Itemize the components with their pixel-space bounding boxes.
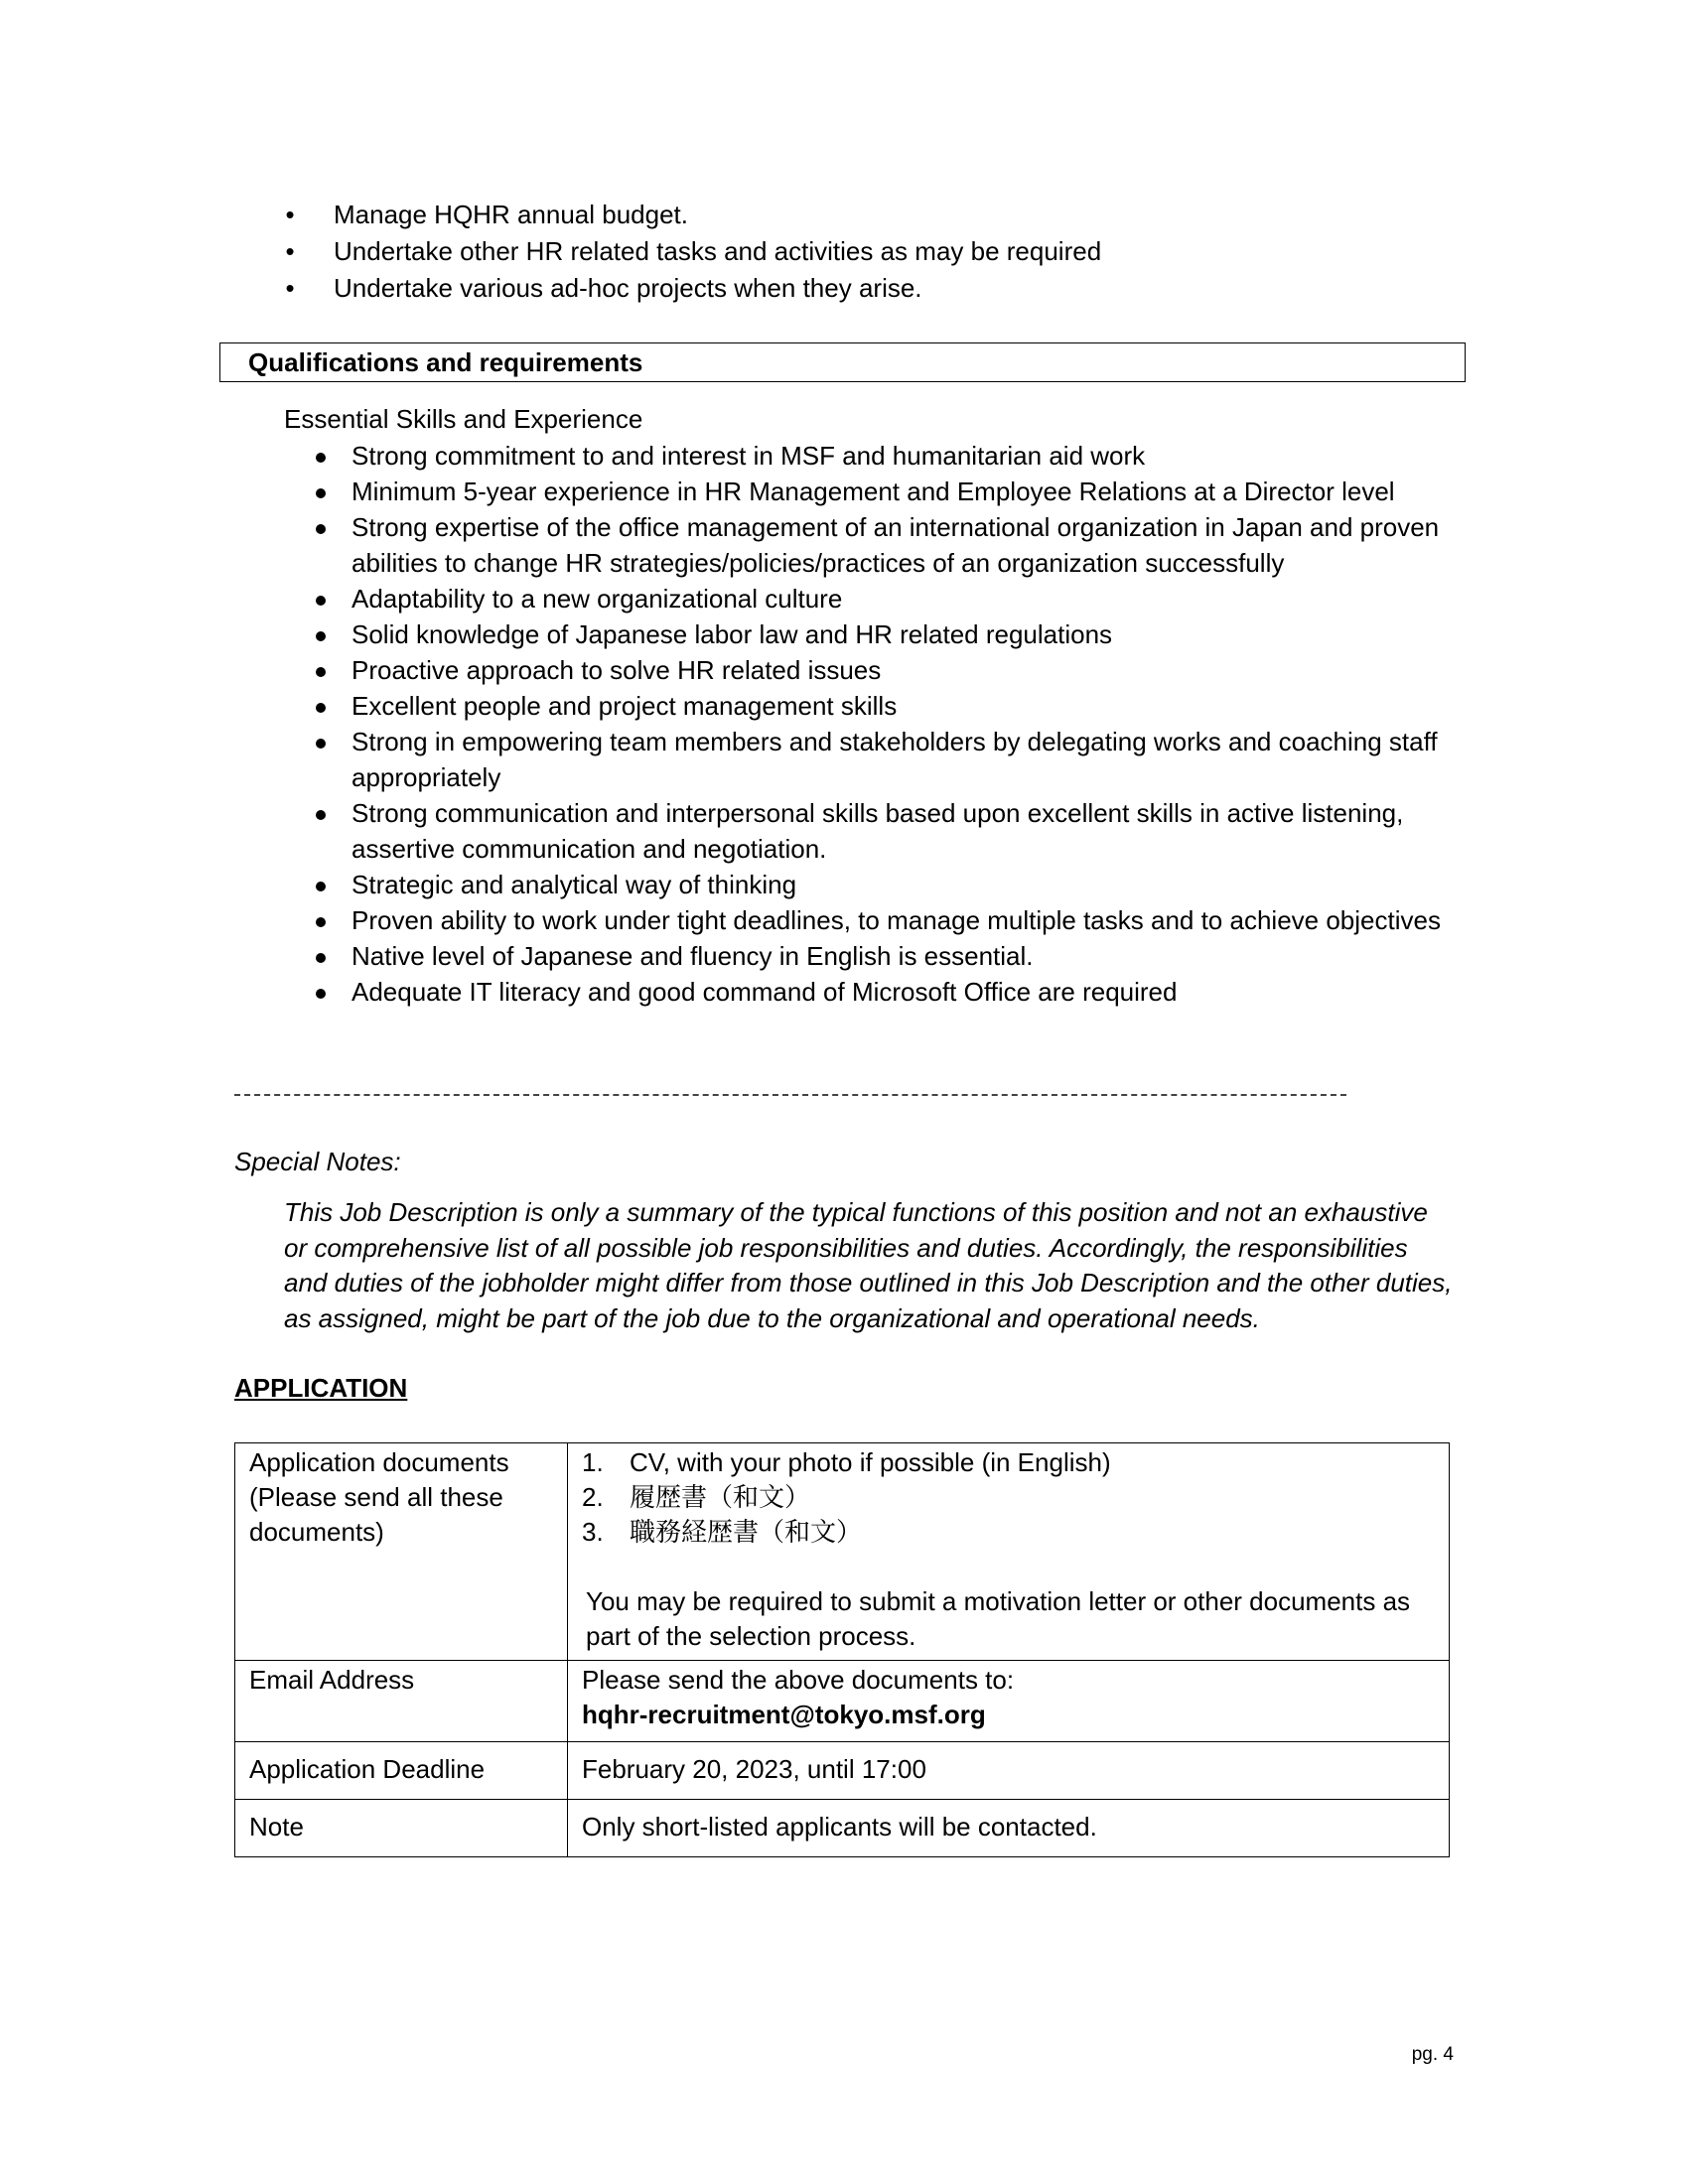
bullet-icon <box>316 524 326 534</box>
documents-cell <box>568 1443 1450 1661</box>
skills-list <box>316 438 1458 1010</box>
bullet-icon: • <box>285 200 295 229</box>
bullet-icon <box>316 739 326 749</box>
list-item-text: Strategic and analytical way of thinking <box>352 870 797 899</box>
bullet-icon <box>316 488 326 498</box>
list-item <box>316 509 1458 581</box>
list-item-text: Minimum 5-year experience in HR Management and Employee Relations at a Director level <box>352 477 1395 506</box>
list-item-text: Proactive approach to solve HR related issues <box>352 655 882 685</box>
application-table <box>234 1442 1450 1857</box>
bullet-icon <box>316 810 326 820</box>
documents-note: You may be required to submit a motivation letter or other documents as part of the selection process. <box>586 1586 1411 1651</box>
deadline-value: February 20, 2023, until 17:00 <box>568 1742 1450 1800</box>
table-row <box>235 1661 1450 1742</box>
list-item <box>316 616 1458 652</box>
special-notes-text: This Job Description is only a summary of the typical functions of this position and not an exhaustive or comprehensive list of all possible job responsibilities and duties. Accordingly, the responsibilities and duties of the jobholder might differ from those outlined in this Job Description and the other duties, as assigned, might be part of the job due to the organizational and operational needs. <box>284 1197 1453 1333</box>
list-item-text: Manage HQHR annual budget. <box>334 200 689 229</box>
responsibilities-list <box>280 197 1101 307</box>
list-item <box>316 438 1458 474</box>
list-item <box>316 795 1458 867</box>
bullet-icon <box>316 667 326 677</box>
list-item-text: CV, with your photo if possible (in English) <box>630 1447 1111 1477</box>
deadline-label: Application Deadline <box>235 1742 568 1800</box>
list-item <box>316 902 1458 938</box>
email-address[interactable]: hqhr-recruitment@tokyo.msf.org <box>582 1700 986 1729</box>
list-item-text: Strong expertise of the office management of an international organization in Japan and proven abilities to change HR strategies/policies/practices of an organization successfully <box>352 512 1440 578</box>
email-cell <box>568 1661 1450 1742</box>
list-item <box>582 1515 1435 1550</box>
list-item-text: Strong commitment to and interest in MSF and humanitarian aid work <box>352 441 1146 471</box>
list-item <box>316 652 1458 688</box>
list-item <box>316 581 1458 616</box>
page-number: pg. 4 <box>1411 2044 1454 2065</box>
list-item <box>582 1480 1435 1515</box>
table-row <box>235 1443 1450 1661</box>
list-number: 2. <box>582 1482 604 1512</box>
bullet-icon <box>316 989 326 999</box>
list-number: 3. <box>582 1517 604 1547</box>
note-value: Only short-listed applicants will be contacted. <box>568 1800 1450 1857</box>
list-item-text: Solid knowledge of Japanese labor law and HR related regulations <box>352 619 1113 649</box>
skills-subheading: Essential Skills and Experience <box>284 404 643 434</box>
list-item-text: Undertake various ad-hoc projects when they arise. <box>334 273 922 303</box>
list-item-text: Adaptability to a new organizational culture <box>352 584 843 614</box>
list-item-text: 職務経歴書（和文） <box>630 1517 863 1547</box>
list-item <box>316 867 1458 902</box>
list-item-text: 履歴書（和文） <box>630 1482 811 1512</box>
list-item-text: Proven ability to work under tight deadlines, to manage multiple tasks and to achieve objectives <box>352 905 1441 935</box>
bullet-icon: • <box>285 273 295 303</box>
list-item <box>316 974 1458 1010</box>
list-item-text: Adequate IT literacy and good command of Microsoft Office are required <box>352 977 1178 1007</box>
list-item <box>316 938 1458 974</box>
list-item <box>280 233 1101 270</box>
bullet-icon <box>316 917 326 927</box>
section-title: Qualifications and requirements <box>248 347 643 377</box>
email-intro: Please send the above documents to: <box>582 1665 1015 1695</box>
list-item-text: Undertake other HR related tasks and activities as may be required <box>334 236 1102 266</box>
list-item-text: Strong communication and interpersonal skills based upon excellent skills in active listening, assertive communication and negotiation. <box>352 798 1404 864</box>
documents-label: Application documents (Please send all these documents) <box>235 1443 568 1661</box>
list-item <box>280 270 1101 307</box>
bullet-icon <box>316 953 326 963</box>
documents-list <box>582 1445 1435 1550</box>
list-item-text: Excellent people and project management skills <box>352 691 898 721</box>
bullet-icon <box>316 453 326 463</box>
list-item-text: Native level of Japanese and fluency in English is essential. <box>352 941 1034 971</box>
note-label: Note <box>235 1800 568 1857</box>
list-item <box>316 688 1458 724</box>
list-item <box>582 1445 1435 1480</box>
bullet-icon: • <box>285 236 295 266</box>
table-row <box>235 1742 1450 1800</box>
special-notes-label: Special Notes: <box>234 1147 401 1176</box>
table-row <box>235 1800 1450 1857</box>
bullet-icon <box>316 596 326 606</box>
list-number: 1. <box>582 1447 604 1477</box>
list-item <box>280 197 1101 233</box>
list-item <box>316 474 1458 509</box>
application-heading: APPLICATION <box>234 1373 408 1403</box>
dashed-divider <box>234 1094 1346 1096</box>
email-label: Email Address <box>235 1661 568 1742</box>
bullet-icon <box>316 703 326 713</box>
bullet-icon <box>316 882 326 891</box>
bullet-icon <box>316 631 326 641</box>
list-item <box>316 724 1458 795</box>
qualifications-heading-box <box>219 342 1466 382</box>
list-item-text: Strong in empowering team members and stakeholders by delegating works and coaching staff appropriately <box>352 727 1438 792</box>
